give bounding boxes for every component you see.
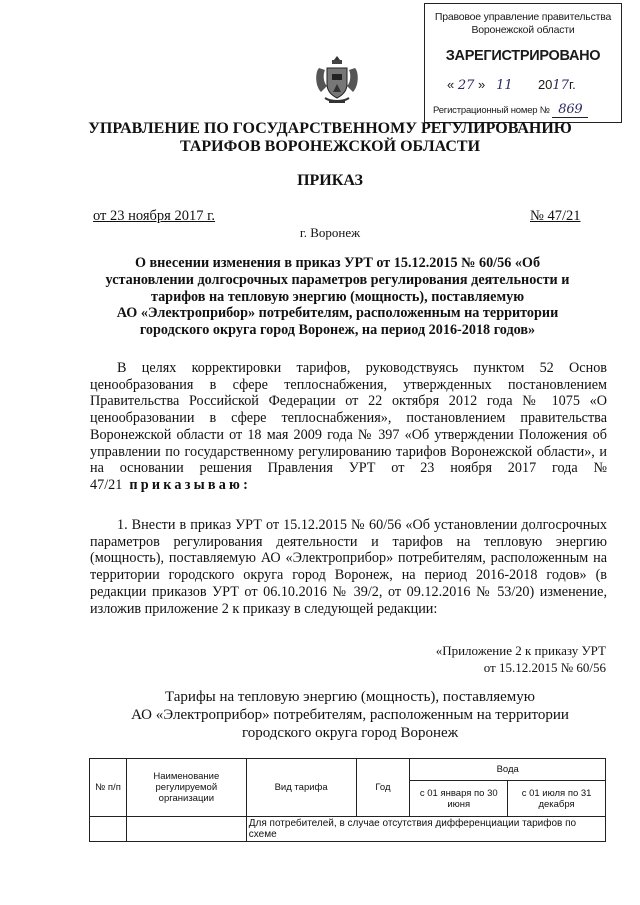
tariff-table xyxy=(89,758,606,842)
authority-line1: УПРАВЛЕНИЕ ПО ГОСУДАРСТВЕННОМУ РЕГУЛИРОВАНИЮ xyxy=(88,120,572,137)
group-row-num xyxy=(90,817,127,842)
stamp-reg-value: 869 xyxy=(552,102,588,118)
table-title xyxy=(100,688,600,742)
authority-line2: ТАРИФОВ ВОРОНЕЖСКОЙ ОБЛАСТИ xyxy=(179,138,481,155)
stamp-date-quote-close: » xyxy=(478,77,486,92)
group-row-label: Для потребителей, в случае отсутствия дифференциации тарифов по схеме xyxy=(246,817,605,842)
city: г. Воронеж xyxy=(299,225,361,240)
col-header-num: № п/п xyxy=(90,759,127,817)
col-header-water: Вода xyxy=(410,759,606,781)
col-header-tariff: Вид тарифа xyxy=(246,759,356,817)
order-number: № 47/21 xyxy=(530,208,581,224)
table-title-line3: городского округа город Воронеж xyxy=(241,725,459,741)
stamp-authority-line2: Воронежской области xyxy=(471,24,575,36)
col-header-year: Год xyxy=(356,759,410,817)
appendix-note-line1: «Приложение 2 к приказу УРТ xyxy=(435,643,606,658)
order-date: от 23 ноября 2017 г. xyxy=(93,208,216,224)
authority-title xyxy=(60,120,600,156)
stamp-date xyxy=(447,77,576,93)
order-word: приказываю: xyxy=(129,476,252,493)
stamp-date-quote-open: « xyxy=(447,77,455,92)
coat-of-arms-icon xyxy=(313,52,361,110)
subject-line4: АО «Электроприбор» потребителям, расположенным на территории xyxy=(116,305,559,322)
clause-1-text: 1. Внести в приказ УРТ от 15.12.2015 № 60/56 «Об установлении долгосрочных параметров регулирования деятельности и тарифов на тепловую энергию (мощность), поставляемую АО «Электроприбор» потребителям, расположенным на территории городского округа город Воронеж, на период 2016-2018 годов» (в редакции приказов УРТ от 06.10.2016 № 39/2, от 09.12.2016 № 53/20) изменение, изложив приложение 2 к приказу в следующей редакции: xyxy=(90,517,607,617)
preamble-paragraph xyxy=(90,360,607,494)
col-header-h1: с 01 января по 30 июня xyxy=(410,781,508,817)
stamp-reg-label: Регистрационный номер № xyxy=(433,105,550,116)
subject-line1: О внесении изменения в приказ УРТ от 15.12.2015 № 60/56 «Об xyxy=(134,255,541,271)
doc-type: ПРИКАЗ xyxy=(297,172,363,189)
stamp-reg-number xyxy=(433,102,588,117)
subject-line2: установлении долгосрочных параметров регулирования деятельности и xyxy=(105,271,570,288)
stamp-registered-label: ЗАРЕГИСТРИРОВАНО xyxy=(445,48,601,64)
stamp-authority-line1: Правовое управление правительства xyxy=(434,11,612,23)
appendix-note-line2: от 15.12.2015 № 60/56 xyxy=(483,660,606,675)
clause-1-paragraph xyxy=(90,517,607,617)
subject-line5: городского округа город Воронеж, на период 2016-2018 годов» xyxy=(139,322,536,339)
stamp-date-suffix: г. xyxy=(568,77,576,92)
col-header-h2: с 01 июля по 31 декабря xyxy=(508,781,606,817)
group-row-org xyxy=(126,817,246,842)
stamp-date-day: 27 xyxy=(457,78,475,93)
subject-line3: тарифов на тепловую энергию (мощность), поставляемую xyxy=(150,288,525,305)
preamble-text: В целях корректировки тарифов, руководствуясь пунктом 52 Основ ценообразования в сфере теплоснабжения, утвержденных постановлением Правительства Российской Федерации от 22 октября 2012 года № 1075 «О ценообразовании в сфере теплоснабжения», постановлением правительства Воронежской области от 18 мая 2009 года № 397 «Об утверждении Положения об управлении по государственному регулированию тарифов Воронежской области», и на основании решения Правления УРТ от 23 ноября 2017 года № 47/21 xyxy=(90,360,607,493)
table-title-line1: Тарифы на тепловую энергию (мощность), поставляемую xyxy=(164,689,536,705)
order-subject xyxy=(100,255,575,339)
table-title-line2: АО «Электроприбор» потребителям, расположенным на территории xyxy=(131,707,569,723)
registration-stamp xyxy=(424,3,622,123)
stamp-date-year: 17 xyxy=(552,78,569,93)
stamp-date-year-prefix: 20 xyxy=(537,77,553,92)
stamp-date-month: 11 xyxy=(496,78,513,93)
appendix-note xyxy=(400,642,606,676)
col-header-org: Наименование регулируемой организации xyxy=(126,759,246,817)
